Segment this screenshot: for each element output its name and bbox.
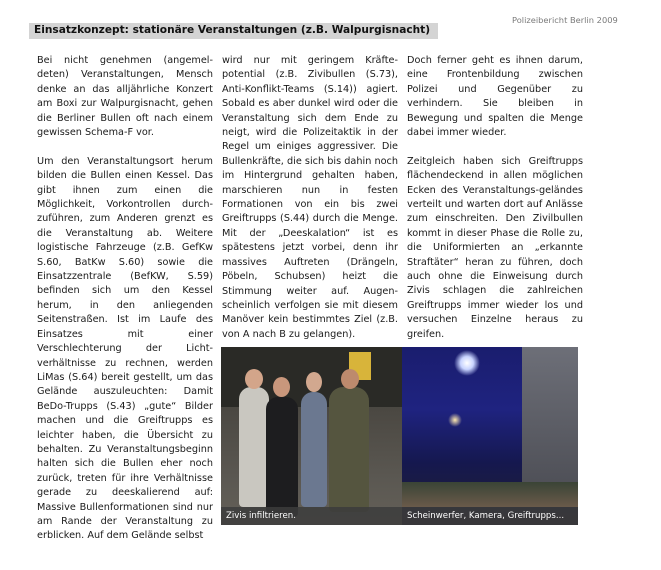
- text-column-3: [407, 54, 583, 357]
- section-title-bar: [29, 23, 438, 39]
- photo-floodlights-crowd: [402, 347, 578, 525]
- paragraph: wird nur mit geringem Kräfte-potential (z.B. Zivibullen (S.73), Anti-Konflikt-Teams (S.14)) agiert. Sobald es aber dunkel wird oder die Veranstaltung sich dem Ende zu neigt, wird die Polizeitaktik in der Regel um einiges aggressiver. Die Bullenkräfte, die sich bis dahin noch im Hintergrund gehalten haben, marschieren nun in festen Formationen von ein bis zwei Greiftrupps (S.44) durch die Menge. Mit der „Deeskalation“ ist es spätestens jetzt vorbei, denn ihr massives Auftreten (Drängeln, Pöbeln, Schubsen) heizt die Stimmung weiter auf. Augen-scheinlich verfolgen sie mit diesem Manöver kein bestimmtes Ziel (z.B. von A nach B zu gelangen).: [222, 55, 398, 340]
- photo-plainclothes-officers: [221, 347, 402, 525]
- paragraph: Bei nicht genehmen (angemel-deten) Veranstaltungen, Mensch denke an das alljährliche Konzert am Boxi zur Walpurgisnacht, gehen die Berliner Bullen oft nach einem gewissen Schema-F vor.: [37, 55, 213, 139]
- paragraph: Um den Veranstaltungsort herum bilden die Bullen einen Kessel. Das gibt ihnen zum einen die Möglichkeit, Vorkontrollen durch-zuführen, zum Anderen grenzt es die Veranstaltung ab. Weitere logistische Fahrzeuge (z.B. GefKw S.60, BatKw S.60) sowie die Einsatzzentrale (BefKW, S.59) befinden sich um den Kessel herum, in den anliegenden Seitenstraßen. Ist im Laufe des Einsatzes mit einer Verschlechterung der Licht-verhältnisse zu rechnen, werden LiMas (S.64) bereit gestellt, um das Gelände auszuleuchten: Damit BeDo-Trupps (S.43) „gute“ Bilder machen und die Greiftrupps es leichter haben, die Übersicht zu behalten. Zu Veranstaltungsbeginn halten sich die Bullen eher noch zurück, treten für ihre Verhältnisse gerade zu deeskalierend auf: Massive Bullenformationen sind nur am Rande der Veranstaltung zu erblicken. Auf dem Gelände selbst: [37, 155, 213, 542]
- paragraph: Doch ferner geht es ihnen darum, eine Frontenbildung zwischen Polizei und Gegenüber zu verhindern. Sie bleiben in Bewegung und spalten die Menge dabei immer wieder.: [407, 55, 583, 139]
- photo-strip: [221, 347, 578, 525]
- photo-figure-head: [273, 377, 290, 397]
- text-column-2: [222, 54, 398, 357]
- photo-figure-shape: [266, 397, 298, 517]
- photo-figure-shape: [239, 387, 269, 507]
- photo-figure-shape: [329, 387, 369, 512]
- report-label: Polizeibericht Berlin 2009: [512, 15, 618, 25]
- paragraph: Zeitgleich haben sich Greiftrupps flächendeckend in allen möglichen Ecken des Veranstaltungs-geländes verteilt und warten dort auf Anlässe zum einschreiten. Den Zivilbullen kommt in dieser Phase die Rolle zu, die Uniformierten an „erkannte Straftäter“ heran zu führen, doch auch ohne die Einweisung durch Zivis schlagen die zahlreichen Greiftrupps immer wieder los und versuchen Einzelne heraus zu greifen.: [407, 155, 583, 340]
- photo-figure-head: [341, 369, 359, 389]
- photo-floodlight-glow: [454, 350, 480, 376]
- photo-caption: Scheinwerfer, Kamera, Greiftrupps...: [402, 507, 578, 525]
- photo-caption: Zivis infiltrieren.: [221, 507, 402, 525]
- photo-crowd-shape: [402, 482, 578, 507]
- text-column-1: [37, 54, 213, 558]
- photo-figure-head: [306, 372, 322, 392]
- photo-figure-head: [245, 369, 263, 389]
- photo-streetlight-glow: [448, 413, 462, 427]
- section-title: Einsatzkonzept: stationäre Veranstaltungen (z.B. Walpurgisnacht): [34, 24, 431, 36]
- photo-figure-shape: [301, 392, 327, 507]
